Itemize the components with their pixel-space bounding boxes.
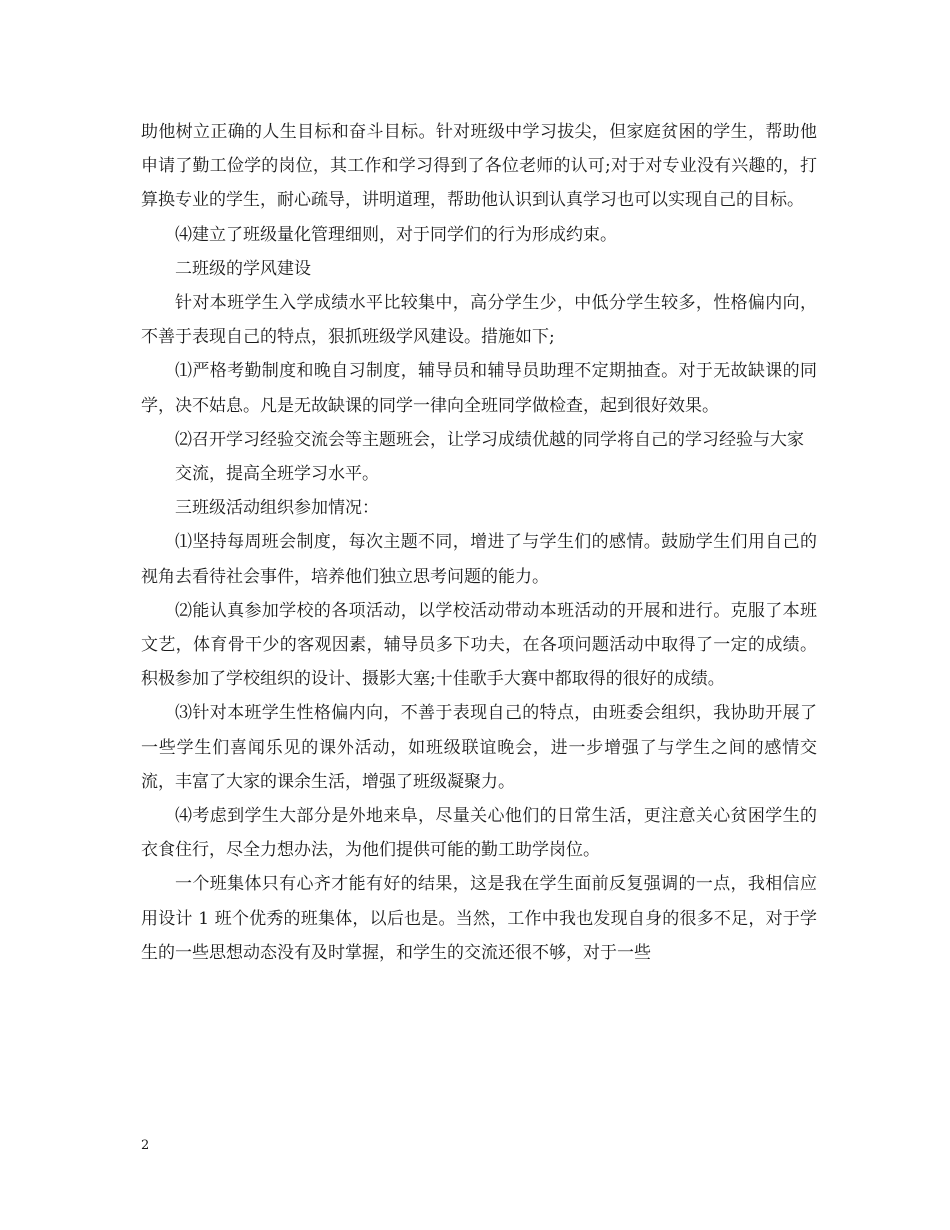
- paragraph-continuation: 助他树立正确的人生目标和奋斗目标。针对班级中学习拔尖，但家庭贫困的学生，帮助他申请了勤工俭学的岗位，其工作和学习得到了各位老师的认可;对于对专业没有兴趣的，打算换专业的学生，耐心疏导，讲明道理，帮助他认识到认真学习也可以实现自己的目标。: [141, 122, 817, 211]
- page-number: 2: [141, 1138, 150, 1153]
- paragraph-study-atmosphere-intro: 针对本班学生入学成绩水平比较集中，高分学生少，中低分学生较多，性格偏内向，不善于表现自己的特点，狠抓班级学风建设。措施如下;: [141, 293, 817, 348]
- paragraph-item-2-school-activities: ⑵能认真参加学校的各项活动，以学校活动带动本班活动的开展和进行。克服了本班文艺，体育骨干少的客观因素，辅导员多下功夫，在各项问题活动中取得了一定的成绩。积极参加了学校组织的设计、摄影大塞;十佳歌手大赛中都取得的很好的成绩。: [141, 600, 817, 690]
- paragraph-item-4-student-life: ⑷考虑到学生大部分是外地来阜，尽量关心他们的日常生活，更注意关心贫困学生的衣食住行，尽全力想办法，为他们提供可能的勤工助学岗位。: [141, 806, 817, 861]
- paragraph-conclusion: 一个班集体只有心齐才能有好的结果，这是我在学生面前反复强调的一点，我相信应用设计 1 班个优秀的班集体，以后也是。当然，工作中我也发现自身的很多不足，对于学生的一些思想动态没有及时掌握，和学生的交流还很不够，对于一些: [141, 874, 817, 963]
- paragraph-item-4-quantified-management: ⑷建立了班级量化管理细则，对于同学们的行为形成约束。: [175, 224, 617, 245]
- paragraph-item-2-experience-exchange: ⑵召开学习经验交流会等主题班会，让学习成绩优越的同学将自己的学习经验与大家: [175, 429, 804, 450]
- section-heading-study-atmosphere: 二班级的学风建设: [175, 258, 311, 279]
- paragraph-item-3-extracurricular: ⑶针对本班学生性格偏内向，不善于表现自己的特点，由班委会组织，我协助开展了一些学生们喜闻乐见的课外活动，如班级联谊晚会，进一步增强了与学生之间的感情交流，丰富了大家的课余生活，增强了班级凝聚力。: [141, 703, 817, 792]
- paragraph-item-1-attendance: ⑴严格考勤制度和晚自习制度，辅导员和辅导员助理不定期抽查。对于无故缺课的同学，决不姑息。凡是无故缺课的同学一律向全班同学做检查，起到很好效果。: [141, 361, 817, 416]
- document-body: [141, 115, 817, 970]
- paragraph-exchange-continuation: 交流，提高全班学习水平。: [175, 464, 379, 485]
- section-heading-class-activities: 三班级活动组织参加情况：: [175, 498, 379, 519]
- paragraph-item-1-weekly-meeting: ⑴坚持每周班会制度，每次主题不同，增进了与学生们的感情。鼓励学生们用自己的视角去看待社会事件，培养他们独立思考问题的能力。: [141, 532, 817, 587]
